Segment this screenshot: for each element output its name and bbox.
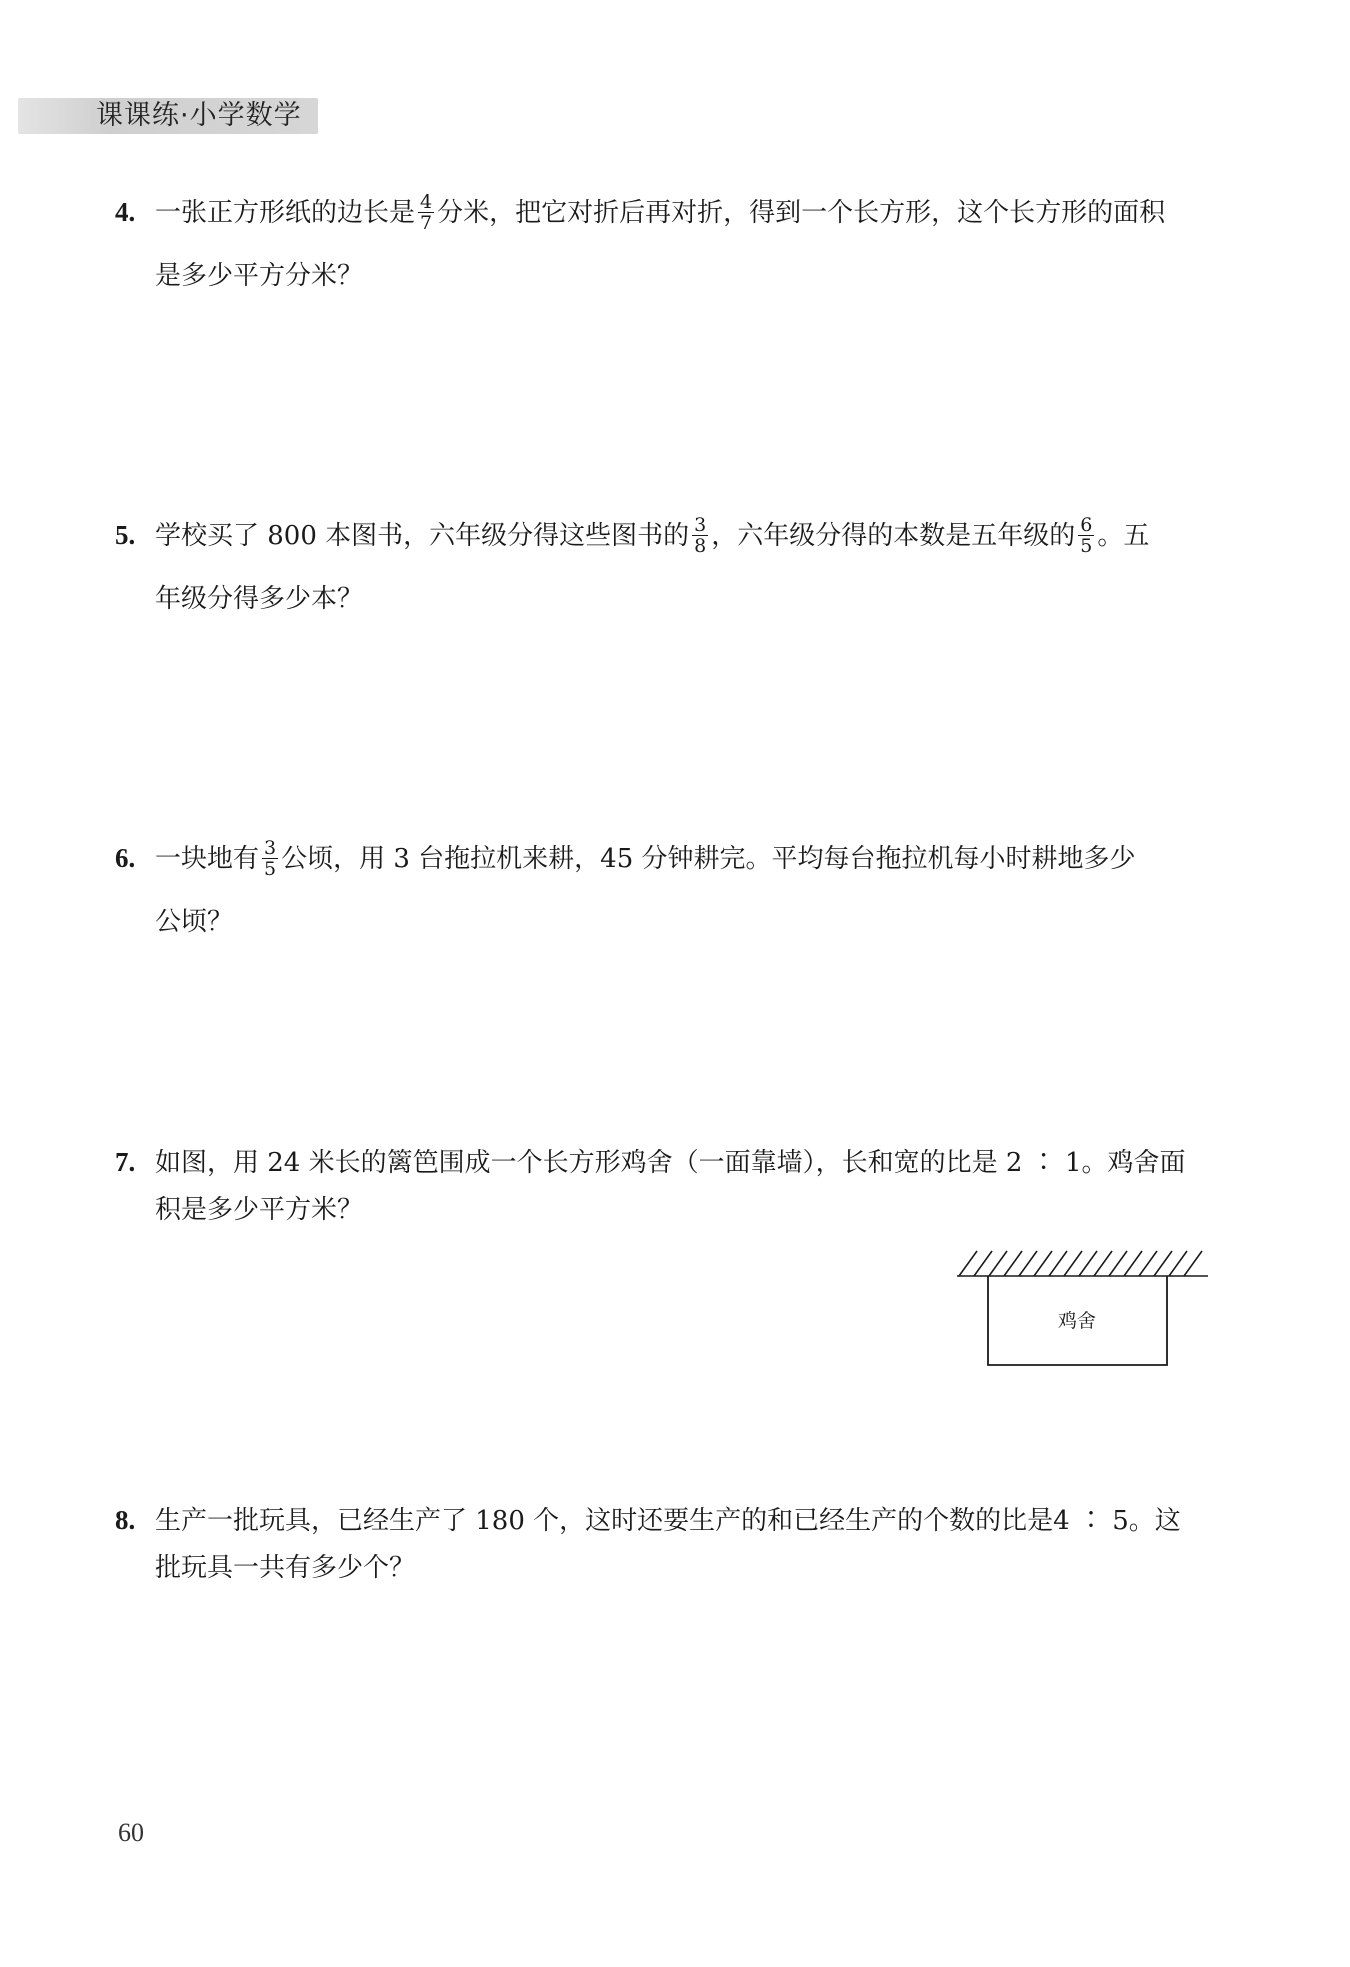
question-number: 7.: [115, 1147, 136, 1177]
fraction: [418, 192, 434, 233]
hatch-mark: [989, 1251, 1007, 1276]
question-text: 分米，把它对折后再对折，得到一个长方形，这个长方形的面积: [437, 198, 1166, 228]
question-text: 生产一批玩具，已经生产了 180 个，这时还要生产的和已经生产的个数的比是4 ∶ 5。这: [155, 1506, 1181, 1536]
question-text: 学校买了 800 本图书，六年级分得这些图书的: [155, 521, 690, 551]
question-6: [115, 838, 1215, 942]
wall-hatching: [957, 1251, 1208, 1276]
question-7: [115, 1142, 1215, 1230]
question-8: [115, 1500, 1215, 1588]
fraction-denominator: 5: [264, 857, 277, 880]
question-text: 如图，用 24 米长的篱笆围成一个长方形鸡舍（一面靠墙），长和宽的比是 2 ∶ 1。鸡舍面: [155, 1148, 1186, 1178]
hatch-mark: [1154, 1251, 1172, 1276]
fraction-numerator: 3: [694, 513, 707, 536]
hatch-mark: [1049, 1251, 1067, 1276]
hatch-mark: [1064, 1251, 1082, 1276]
fraction: [1078, 515, 1094, 556]
question-6-line1: [115, 838, 1215, 878]
hatch-mark: [1139, 1251, 1157, 1276]
hatch-mark: [1034, 1251, 1052, 1276]
fraction-denominator: 7: [420, 211, 433, 234]
chicken-coop-diagram: [955, 1243, 1215, 1373]
fraction-numerator: 4: [420, 190, 433, 213]
hatch-mark: [1124, 1251, 1142, 1276]
question-4: [115, 192, 1215, 296]
question-text: ，六年级分得的本数是五年级的: [711, 521, 1076, 551]
hatch-mark: [1169, 1251, 1187, 1276]
hatch-mark: [1109, 1251, 1127, 1276]
hatch-mark: [1094, 1251, 1112, 1276]
hatch-mark: [1184, 1251, 1202, 1276]
question-4-line2: 是多少平方分米？: [155, 261, 364, 291]
question-text: 一块地有: [155, 844, 260, 874]
fraction-numerator: 3: [264, 836, 277, 859]
question-8-line1: [115, 1500, 1215, 1540]
question-7-line1: [115, 1142, 1215, 1182]
hatch-mark: [974, 1251, 992, 1276]
question-5-line2: 年级分得多少本？: [155, 584, 364, 614]
question-5-line1: [115, 515, 1215, 555]
hatch-mark: [1079, 1251, 1097, 1276]
question-text: 。五: [1097, 521, 1150, 551]
question-4-line1: [115, 192, 1215, 232]
question-7-line2: 积是多少平方米？: [155, 1195, 364, 1225]
question-number: 5.: [115, 520, 136, 550]
fraction-denominator: 8: [694, 534, 707, 557]
fraction-numerator: 6: [1080, 513, 1093, 536]
hatch-mark: [1004, 1251, 1022, 1276]
fraction: [262, 838, 278, 879]
question-number: 6.: [115, 843, 136, 873]
hatch-mark: [1019, 1251, 1037, 1276]
hatch-mark: [959, 1251, 977, 1276]
fraction-denominator: 5: [1080, 534, 1093, 557]
question-text: 公顷，用 3 台拖拉机来耕，45 分钟耕完。平均每台拖拉机每小时耕地多少: [281, 844, 1136, 874]
coop-label: 鸡舍: [1057, 1310, 1097, 1332]
question-5: [115, 515, 1215, 619]
fraction: [692, 515, 708, 556]
question-8-line2: 批玩具一共有多少个？: [155, 1553, 416, 1583]
page-number: 60: [118, 1818, 144, 1847]
question-number: 8.: [115, 1505, 136, 1535]
question-6-line2: 公顷？: [155, 907, 234, 937]
question-text: 一张正方形纸的边长是: [155, 198, 416, 228]
question-number: 4.: [115, 197, 136, 227]
header-title: 课课练·小学数学: [96, 100, 302, 131]
header-banner: [18, 98, 318, 134]
